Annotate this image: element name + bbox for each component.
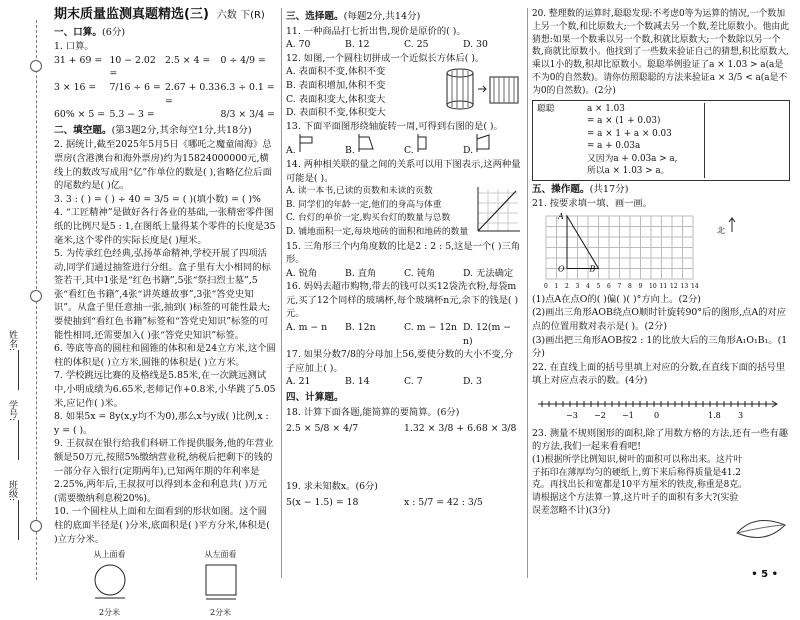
q23-part-1[interactable]: (1)根据所学比例知识,树叶的面积可以称出来。这片叶子拓印在薄厚均匀的硬纸上,剪下来后称得质量是41.2克。再找出长和宽都是10平方厘米的铁皮,称重是8克。请根据这个方法算一算,这片叶子的面积有多大?(实验误差忽略不计)(3分): [532, 454, 748, 516]
question-9[interactable]: 9. 王叔叔在银行给我们科研工作提供服务,他的年营业额是50万元,按照5%缴纳营业税,纳税后把剩下的钱的一部分存入银行(定期两年),已知两年期的年利率是2.25%,两年后,王叔叔可以得到本金和利息共( )万元(需要缴纳利息税20%)。: [54, 438, 274, 504]
column-1: [54, 8, 276, 620]
top-view-dim: 2分米: [98, 608, 121, 618]
nl-label: 0: [654, 410, 660, 420]
option-a[interactable]: A. 读一本书,已读的页数和未读的页数: [286, 186, 433, 197]
option-b[interactable]: B. 14: [345, 376, 370, 388]
question-12: 12. 如图,一个圆柱切拼成一个近似长方体后( )。: [286, 52, 485, 64]
question-20: 20. 整理数的运算时,聪聪发现:不考虑0等为运算的情况,一个数加上另一个数,和比原数大;一个数减去另一个数,差比原数小。他由此猜想:如果一个数乘以另一个数,积就比原数大;一个数除以另一个数,商就比原数小。他找到了一些数来验证自己的猜想,积比原数大,乘以1小的数,积却比原数小。聪聪举例验证了a × 1.03 > a(a是不为0的自然数)。请你仿照聪聪的方法来验证a × 3/5 < a(a是不为0的自然数)。(2分): [532, 9, 790, 96]
q15-options: [286, 267, 522, 281]
option-d[interactable]: D. 铺地面积一定,每块地砖的面积和地砖的数量: [286, 226, 469, 237]
example-proof-box: [532, 100, 790, 181]
q18-expressions: [286, 422, 522, 436]
binding-gutter: [0, 0, 52, 588]
question-3[interactable]: 3. 3 : ( ) = ( ) ÷ 40 = 3/5 = ( )(填小数) = ( )%: [54, 193, 261, 205]
option-a[interactable]: A. m − n: [286, 322, 328, 334]
option-c[interactable]: C. 25: [404, 39, 429, 51]
calc-item[interactable]: 8/3 × 3/4 =: [220, 109, 275, 121]
north-indicator: [717, 217, 736, 238]
page-title: 期末质量监测真题精选(三) 六数 下(R): [54, 7, 265, 22]
question-1: 1. 口算。: [54, 41, 94, 53]
question-14: 14. 两种相关联的量之间的关系可以用下图表示,这两种量可能是( )。: [286, 158, 521, 184]
column-divider: [281, 8, 282, 578]
option-c[interactable]: C. 钝角: [404, 267, 436, 279]
option-c[interactable]: C. m − 12n: [404, 322, 458, 334]
column-2: [286, 8, 522, 510]
calc-row: [54, 54, 276, 81]
q14-options: [286, 185, 472, 239]
nl-label: −3: [566, 410, 578, 420]
question-8[interactable]: 8. 如果5x = 8y(x,y均不为0),那么x与y成( )比例,x : y = ( )。: [54, 411, 269, 436]
nl-label: 1.8: [708, 410, 721, 420]
option-d[interactable]: D. 12(m − n): [463, 322, 512, 347]
equation[interactable]: x : 5/7 = 42 : 3/5: [404, 497, 483, 509]
x-tick-label: 10: [649, 282, 657, 290]
proof-step: a × 1.03: [587, 103, 625, 114]
q21-item-2[interactable]: (2)画出三角形AOB绕点O顺时针旋转90°后的图形,点A的对应点的位置用数对表示是( )。(2分): [532, 307, 787, 332]
question-10[interactable]: 10. 一个圆柱从上面和左面看到的形状如图。这个圆柱的底面半径是( )分米,底面积是( )平方分米,体积是( )立方分米。: [54, 506, 270, 545]
calc-item[interactable]: 5.3 − 3 =: [109, 109, 155, 121]
option-b[interactable]: B. 同学们的年龄一定,他们的身高与体重: [286, 199, 442, 210]
column-divider: [527, 8, 528, 578]
point-label-b: B: [589, 264, 596, 274]
q14-block: [286, 185, 522, 239]
cylinder-cut-figure: [442, 65, 522, 115]
top-view-label: 从上面看: [93, 550, 126, 560]
question-2[interactable]: 2. 据统计,截至2025年5月5日《哪吒之魔童闹海》总票房(含港澳台和海外票房)约为15824000000元,横线上的数改写成用“亿”作单位的数是( ),省略亿位后面的尾数约是( )亿。: [54, 139, 272, 192]
grade-label: 六数 下(R): [216, 10, 265, 21]
option-d[interactable]: D. 表面积不变,体积变大: [286, 107, 386, 119]
q11-options: [286, 38, 522, 52]
shape-b-icon: [355, 133, 377, 153]
q21-item-3[interactable]: (3)画出把三角形AOB按2 : 1的比放大后的三角形A₁O₁B₁。(1分): [532, 334, 788, 360]
grid-svg[interactable]: [532, 213, 702, 291]
circle-view-icon: [85, 562, 135, 602]
question-4[interactable]: 4. “工匠精神”是做好各行各业的基础,一张精密零件图纸的比例尺是5 : 1,在图纸上量得某个零件的长度是35毫米,这个零件的实际长度是( )厘米。: [54, 207, 276, 246]
calc-row: [54, 108, 276, 122]
calc-item[interactable]: 2.5 × 4 =: [165, 54, 211, 66]
option-c[interactable]: C.: [404, 133, 463, 158]
leaf-icon: [735, 515, 787, 545]
question-6[interactable]: 6. 等底等高的圆柱和圆锥的体积和是24立方米,这个圆柱的体积是( )立方米,圆锥的体积是( )立方米。: [54, 343, 276, 368]
shape-c-icon: [414, 133, 436, 153]
number-line[interactable]: [532, 388, 782, 422]
x-tick-label: 1: [554, 282, 559, 290]
option-b[interactable]: B. 直角: [345, 267, 377, 279]
x-tick-label: 0: [544, 282, 548, 290]
binder-hole: [30, 60, 42, 72]
calc-item[interactable]: 60% × 5 =: [54, 109, 106, 121]
question-13: 13. 下面平面图形绕轴旋转一周,可得到右图的是( )。: [286, 120, 503, 132]
proof-step: = a + 0.03a: [587, 141, 641, 152]
option-d[interactable]: D. 无法确定: [463, 267, 514, 279]
question-22: 22. 在直线上面的括号里填上对应的分数,在直线下面的括号里填上对应点表示的数。(4分): [532, 361, 786, 387]
section-oral: 一、口算。(6分): [54, 26, 126, 38]
q12-options: [286, 65, 442, 119]
x-tick-label: 6: [607, 282, 611, 290]
q19-equations: [286, 496, 522, 510]
left-view: [196, 548, 246, 620]
option-d[interactable]: D. 30: [463, 39, 488, 51]
binder-hole: [30, 290, 42, 302]
nl-label: −1: [622, 410, 634, 420]
x-tick-label: 3: [575, 282, 580, 290]
q12-block: [286, 65, 522, 119]
question-19: 19. 求未知数x。(6分): [286, 480, 378, 492]
x-tick-label: 2: [565, 282, 569, 290]
shape-d-icon: [473, 133, 495, 153]
answer-area[interactable]: [705, 103, 785, 178]
question-17: 17. 如果分数7/8的分母加上56,要使分数的大小不变,分子应加上( )。: [286, 349, 514, 374]
point-label-o: O: [558, 264, 565, 274]
x-tick-label: 14: [691, 282, 699, 290]
q17-options: [286, 375, 522, 389]
question-7[interactable]: 7. 学校跳远比赛的及格线是5.85米,在一次跳远测试中,小明成绩为6.65米,老师记作+0.8米,小华跳了5.05米,应记作( )米。: [54, 370, 276, 409]
option-c[interactable]: C. 表面积变大,体积变大: [286, 93, 386, 105]
shape-a-icon: [296, 133, 318, 153]
calc-item: [165, 108, 221, 122]
x-tick-label: 12: [670, 282, 678, 290]
section-operation: 五、操作题。(共17分): [532, 183, 629, 195]
option-b[interactable]: B. 12n: [345, 322, 376, 334]
option-a[interactable]: A. 21: [286, 376, 311, 388]
oral-calc-grid: [54, 54, 276, 122]
left-view-label: 从左面看: [204, 550, 237, 560]
equation[interactable]: 5(x − 1.5) = 18: [286, 497, 359, 509]
name-label: 姓名:: [7, 330, 17, 352]
x-tick-label: 7: [617, 282, 622, 290]
option-b[interactable]: B. 表面积增加,体积不变: [286, 79, 386, 91]
student-id-label: 学号:: [7, 400, 17, 422]
question-5[interactable]: 5. 为传承红色经典,弘扬革命精神,学校开展了四项活动,同学们通过抽签进行分组。盒子里有大小相同的标签若干,其中1张是“红色书籍”,5张“祭扫烈士墓”,5张“看红色书籍”,4张“讲英雄故事”,3张“答党史知识”。从盒子里任意抽一张,抽到( )标签的可能性最大;要使抽到“看红色书籍”标签和“答党史知识”标签的可能性相同,还需要加入( )张“答党史知识”标签。: [54, 248, 271, 341]
expression[interactable]: 1.32 × 3/8 + 6.68 × 3/8: [404, 423, 517, 435]
calc-item[interactable]: 3 × 16 =: [54, 81, 97, 93]
x-tick-label: 8: [628, 282, 632, 290]
page-number: • 5 •: [751, 569, 778, 580]
proof-step: = a × 1 + a × 0.03: [587, 128, 672, 139]
calc-item[interactable]: 10 − 2.02 =: [109, 54, 156, 80]
x-tick-label: 4: [586, 282, 590, 290]
question-11: 11. 一种商品打七折出售,现价是原价的( )。: [286, 25, 466, 37]
calc-item[interactable]: 6.3 ÷ 0.1 =: [220, 81, 275, 93]
question-23: 23. 测量不规则图形的面积,除了用数方格的方法,还有一些有趣的方法,我们一起来看看吧!: [532, 427, 789, 453]
class-blank[interactable]: [18, 500, 19, 540]
triangle-aob: [567, 216, 599, 269]
class-label: 班级:: [7, 480, 17, 502]
calc-item[interactable]: 2.67 + 0.33 =: [165, 81, 221, 107]
x-tick-label: 11: [659, 282, 668, 290]
north-arrow-icon: [728, 217, 736, 233]
expression[interactable]: 2.5 × 5/8 × 4/7: [286, 423, 359, 435]
example-steps: [587, 103, 705, 178]
question-18: 18. 计算下面各题,能简算的要简算。(6分): [286, 406, 460, 418]
coordinate-grid: [532, 213, 790, 291]
q18-answer-space[interactable]: [286, 436, 522, 480]
option-a[interactable]: A. 70: [286, 39, 311, 51]
proof-step: 又因为a + 0.03a > a,: [587, 153, 678, 164]
calc-row: [54, 81, 276, 108]
point-label-a: A: [558, 212, 564, 221]
q21-item-1[interactable]: (1)点A在点O的( )偏( )( )°方向上。(2分): [532, 293, 701, 305]
option-c[interactable]: C. 台灯的单价一定,购买台灯的数量与总数: [286, 213, 451, 224]
option-d[interactable]: D. 3: [463, 376, 482, 388]
q13-options: [286, 133, 522, 158]
option-d[interactable]: D.: [463, 133, 522, 158]
option-a[interactable]: A. 锐角: [286, 267, 318, 279]
cylinder-views-figure: [54, 548, 276, 620]
column-3: [532, 8, 790, 518]
name-blank[interactable]: [18, 350, 19, 390]
option-b[interactable]: B.: [345, 133, 404, 158]
option-b[interactable]: B. 12: [345, 39, 370, 51]
nl-label: −2: [594, 410, 606, 420]
question-16: 16. 妈妈去超市购物,带去的钱可以买12袋洗衣粉,每袋m元,买了12个同样的玻璃杯,每个玻璃杯n元,余下的钱是( )元。: [286, 281, 519, 320]
left-view-dim: 2分米: [209, 608, 232, 618]
id-blank[interactable]: [18, 420, 19, 460]
q16-options: [286, 321, 522, 348]
x-tick-label: 9: [638, 282, 643, 290]
top-view: [85, 548, 135, 620]
proof-step: = a × (1 + 0.03): [587, 116, 661, 127]
x-tick-label: 5: [596, 282, 601, 290]
example-author: 聪聪: [537, 103, 555, 114]
proof-step: 所以a × 1.03 > a。: [587, 166, 670, 177]
option-a[interactable]: A.: [286, 133, 345, 158]
proportion-graph: [472, 185, 522, 235]
section-choice: 三、选择题。(每题2分,共14分): [286, 11, 421, 22]
question-21: 21. 按要求填一填、画一画。: [532, 198, 653, 210]
calc-item[interactable]: 7/16 ÷ 6 =: [109, 81, 161, 93]
x-tick-label: 13: [680, 282, 689, 290]
option-c[interactable]: C. 7: [404, 376, 423, 388]
binder-hole: [30, 520, 42, 532]
north-label: 北: [717, 225, 725, 235]
calc-item[interactable]: 0 ÷ 4/9 =: [220, 54, 266, 66]
nl-label: 3: [738, 410, 744, 420]
calc-item[interactable]: 31 + 69 =: [54, 54, 103, 66]
option-a[interactable]: A. 表面积不变,体积不变: [286, 66, 386, 78]
section-fill-blank: 二、填空题。(第3题2分,其余每空1分,共18分): [54, 124, 252, 136]
section-calculation: 四、计算题。: [286, 392, 344, 404]
question-15: 15. 三角形三个内角度数的比是2 : 2 : 5,这是一个( )三角形。: [286, 240, 521, 266]
square-view-icon: [196, 562, 246, 602]
